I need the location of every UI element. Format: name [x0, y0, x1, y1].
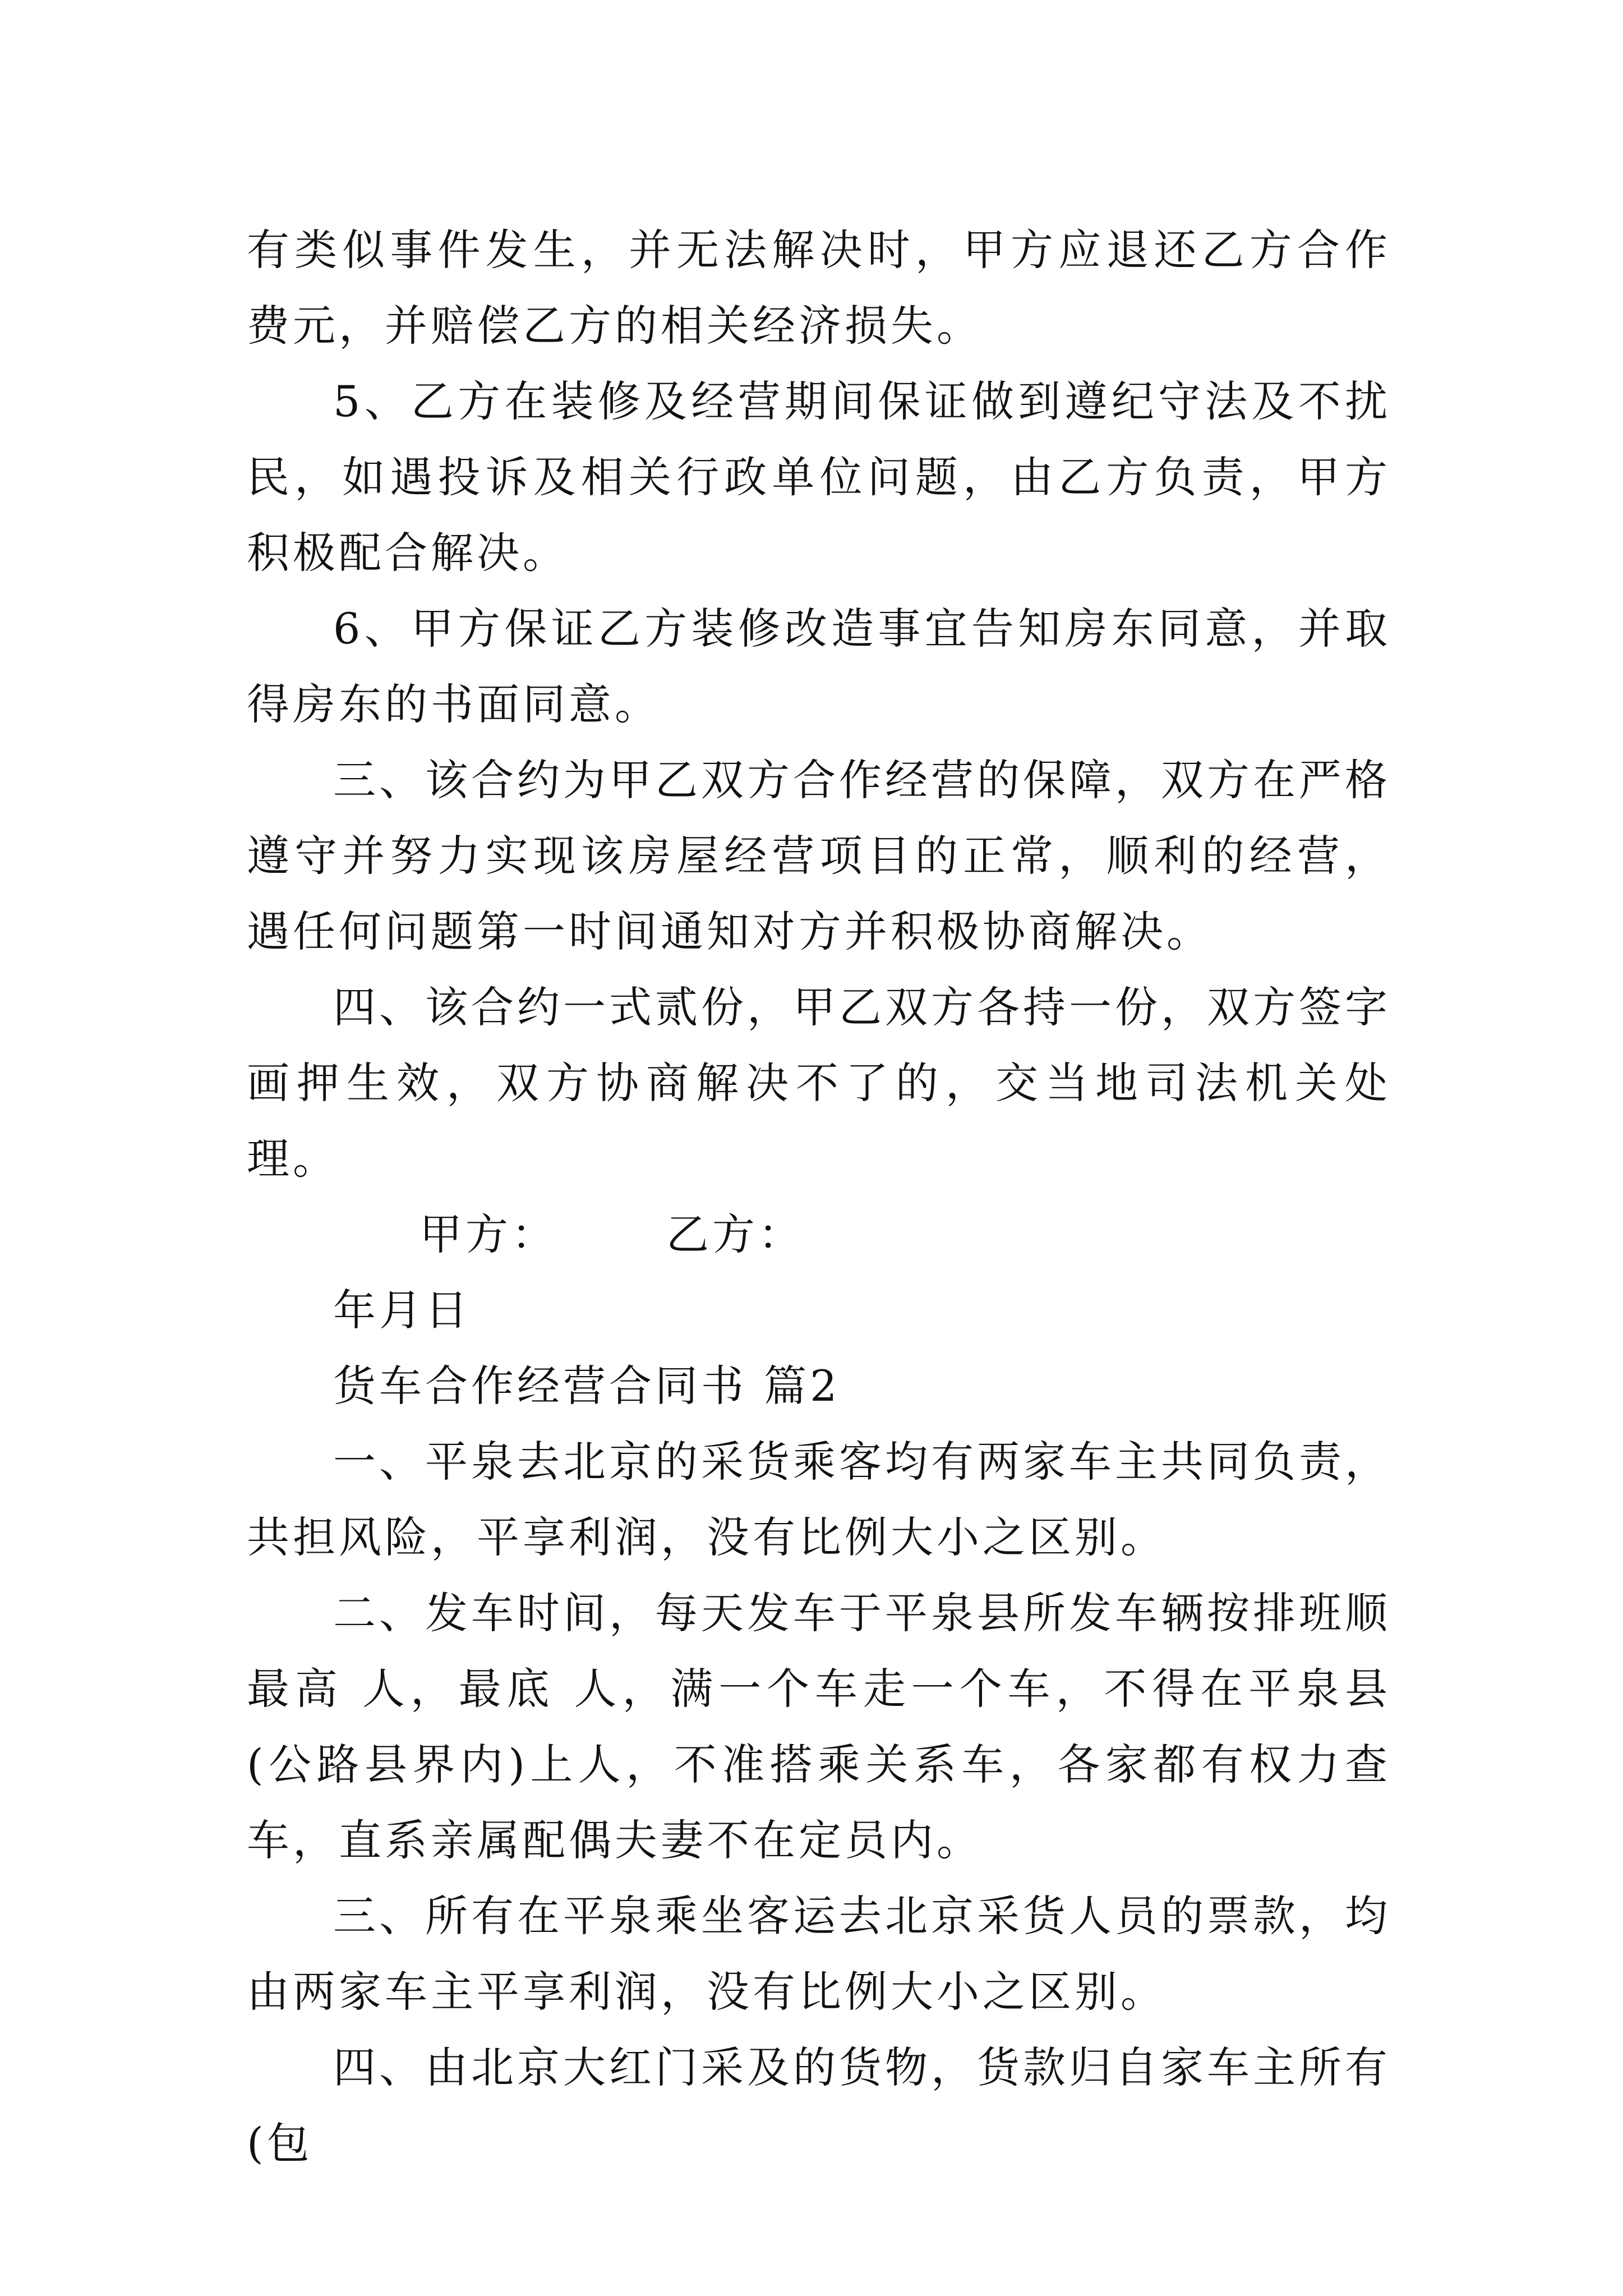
paragraph-article-4: 四、该合约一式贰份，甲乙双方各持一份，双方签字画押生效，双方协商解决不了的，交当地司法机关处理。: [247, 982, 1391, 1184]
paragraph-clause-6: 6、甲方保证乙方装修改造事宜告知房东同意，并取得房东的书面同意。: [247, 604, 1391, 729]
section-paragraph-1: 一、平泉去北京的采货乘客均有两家车主共同负责，共担风险，平享利润，没有比例大小之区别。: [247, 1437, 1391, 1562]
signature-line: [247, 1197, 1391, 1272]
paragraph-article-3: 三、该合约为甲乙双方合作经营的保障，双方在严格遵守并努力实现该房屋经营项目的正常，顺利的经营，遇任何问题第一时间通知对方并积极协商解决。: [247, 755, 1391, 956]
section-heading: 货车合作经营合同书 篇2: [333, 1361, 841, 1411]
document-body: [247, 212, 1391, 2181]
section-paragraph-4: 四、由北京大红门采及的货物，货款归自家车主所有(包: [247, 2042, 1391, 2168]
party-b-label: 乙方：: [666, 1209, 804, 1259]
section-paragraph-2: 二、发车时间，每天发车于平泉县所发车辆按排班顺最高 人，最底 人，满一个车走一个车，不得在平泉县(公路县界内)上人，不准搭乘关系车，各家都有权力查车，直系亲属配偶夫妻不在定员内。: [247, 1588, 1391, 1865]
paragraph-clause-5: 5、乙方在装修及经营期间保证做到遵纪守法及不扰民，如遇投诉及相关行政单位问题，由乙方负责，甲方积极配合解决。: [247, 376, 1391, 578]
paragraph-continuation: 有类似事件发生，并无法解决时，甲方应退还乙方合作费元，并赔偿乙方的相关经济损失。: [247, 225, 1391, 351]
date-line: 年月日: [333, 1285, 471, 1335]
party-a-label: 甲方：: [419, 1209, 557, 1259]
section-paragraph-3: 三、所有在平泉乘坐客运去北京采货人员的票款，均由两家车主平享利润，没有比例大小之区别。: [247, 1891, 1391, 2017]
